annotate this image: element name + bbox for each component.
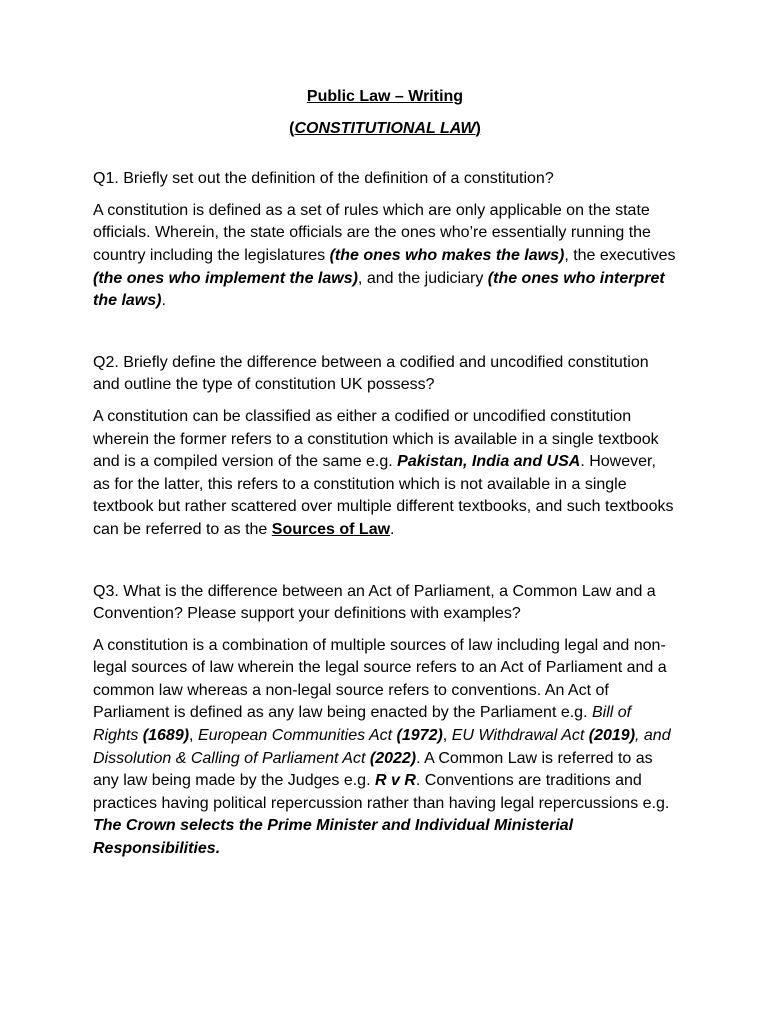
- q3-answer-italic: EU Withdrawal Act: [451, 727, 589, 745]
- q1-answer-emphasis: (the ones who implement the laws): [93, 269, 358, 287]
- q3-answer-emphasis: (2019): [588, 727, 636, 745]
- q3-answer-italic: Bill of Rights: [93, 704, 632, 745]
- q1-answer-text: , and the judiciary: [357, 269, 488, 287]
- q2-answer-underlined: Sources of Law: [271, 520, 391, 538]
- q2-answer-text: A constitution can be classified as either a codified or uncodified constitution wherein the former refers to a constitution which is available in a single textbook and is a compiled version of the same e.g.: [93, 407, 659, 471]
- subtitle-open-paren: (: [289, 119, 295, 137]
- q2-answer-text: .: [390, 520, 395, 538]
- document-page: [93, 86, 677, 861]
- q3-answer-emphasis: R v R: [374, 772, 416, 790]
- q1-answer: [93, 200, 677, 313]
- q1-question: Q1. Briefly set out the definition of the definition of a constitution?: [93, 170, 554, 188]
- q3-answer-emphasis: (2022): [369, 749, 417, 767]
- q3-answer-text: . A Common Law is referred to as any law being made by the Judges e.g.: [93, 749, 653, 790]
- subtitle-close-paren: ): [475, 119, 481, 137]
- q1-answer-text: A constitution is defined as a set of rules which are only applicable on the state officials. Wherein, the state officials are the ones who’re essentially running the country including the legislatures: [93, 201, 651, 264]
- q3-answer: [93, 635, 677, 861]
- q3-answer-emphasis: The Crown selects the Prime Minister and Individual Ministerial Responsibilities.: [93, 817, 574, 858]
- q2-answer: [93, 406, 677, 542]
- q1-answer-text: , the executives: [564, 246, 676, 264]
- q2-question: Q2. Briefly define the difference between a codified and uncodified constitution and outline the type of constitution UK possess?: [93, 353, 649, 394]
- subtitle-text: CONSTITUTIONAL LAW: [294, 119, 476, 137]
- q3-answer-text: A constitution is a combination of multiple sources of law including legal and non-legal sources of law wherein the legal source refers to an Act of Parliament and a common law whereas a non-legal source refers to conventions. An Act of Parliament is defined as any law being enacted by the Parliament e.g.: [93, 636, 667, 722]
- q1-answer-emphasis: (the ones who interpret the laws): [93, 269, 665, 310]
- q3-answer-text: ,: [189, 727, 198, 745]
- q3-answer-emphasis: (1972): [396, 727, 443, 745]
- q3-answer-text: . Conventions are traditions and practices having political repercussion rather than having legal repercussions e.g.: [93, 772, 670, 812]
- q1-answer-emphasis: (the ones who makes the laws): [329, 246, 565, 264]
- q3-answer-text: ,: [442, 727, 452, 745]
- q3-answer-emphasis: (1689): [142, 727, 190, 745]
- q2-answer-text: . However, as for the latter, this refers to a constitution which is not available in a single textbook but rather scattered over multiple different textbooks, and such textbooks can be referred to as the: [93, 453, 674, 538]
- document-title: Public Law – Writing: [306, 88, 464, 105]
- q2-answer-emphasis: Pakistan, India and USA: [397, 453, 581, 471]
- document-subtitle: [93, 118, 677, 141]
- q3-question: Q3. What is the difference between an Act of Parliament, a Common Law and a Convention? Please support your definitions with examples?: [93, 582, 656, 623]
- q3-answer-italic: European Communities Act: [197, 727, 397, 745]
- q3-answer-italic: , and Dissolution & Calling of Parliament Act: [93, 727, 671, 767]
- q1-answer-text: .: [161, 292, 166, 310]
